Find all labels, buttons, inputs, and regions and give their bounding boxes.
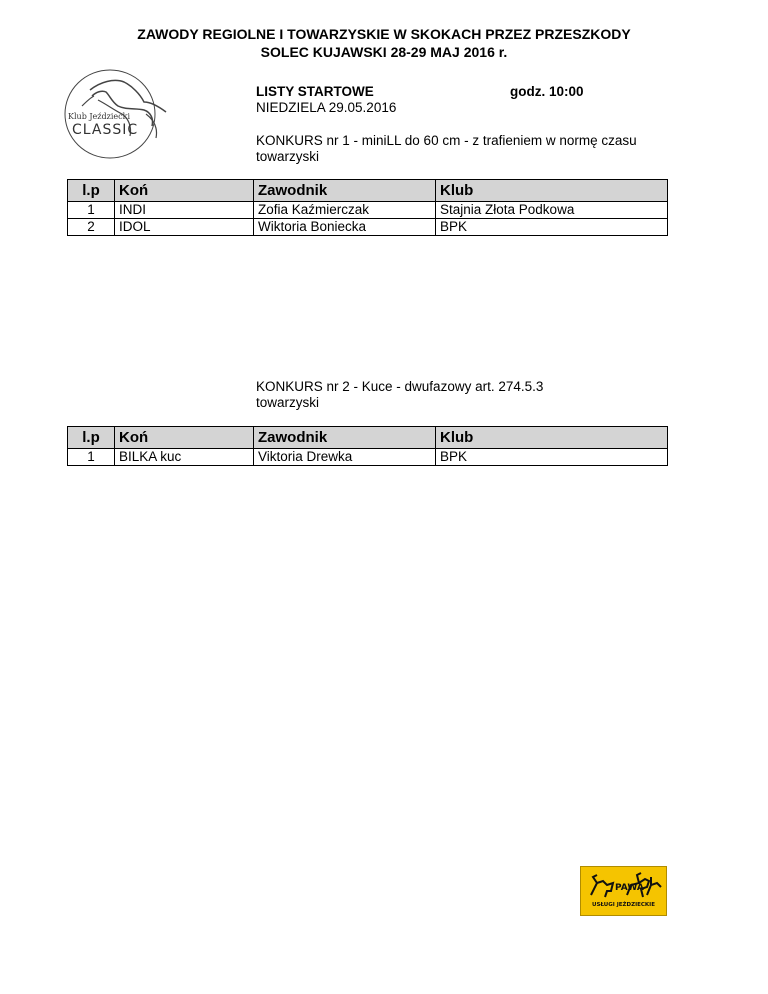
logo-small-text: Klub Jeździecki bbox=[68, 112, 131, 121]
col-header-club: Klub bbox=[436, 180, 668, 202]
competition-title: KONKURS nr 1 - miniLL do 60 cm - z trafieniem w normę czasu bbox=[256, 133, 637, 148]
col-header-lp: l.p bbox=[68, 180, 115, 202]
cell-club: BPK bbox=[436, 219, 668, 236]
competition-type: towarzyski bbox=[256, 149, 320, 164]
table-row bbox=[68, 202, 668, 219]
cell-horse: BILKA kuc bbox=[115, 449, 254, 466]
table-header-row bbox=[68, 427, 668, 449]
competition-type: towarzyski bbox=[256, 395, 320, 410]
sponsor-name: PAWA bbox=[615, 883, 644, 893]
col-header-rider: Zawodnik bbox=[254, 180, 436, 202]
logo-big-text: CLASSIC bbox=[72, 122, 139, 138]
event-date: NIEDZIELA 29.05.2016 bbox=[256, 100, 397, 115]
start-list-table bbox=[67, 179, 668, 236]
cell-club: BPK bbox=[436, 449, 668, 466]
page-subtitle: SOLEC KUJAWSKI 28-29 MAJ 2016 r. bbox=[260, 44, 508, 60]
start-time: godz. 10:00 bbox=[510, 84, 584, 99]
table-row bbox=[68, 219, 668, 236]
col-header-horse: Koń bbox=[115, 427, 254, 449]
start-list-table bbox=[67, 426, 668, 466]
competition-title: KONKURS nr 2 - Kuce - dwufazowy art. 274.5.3 bbox=[256, 379, 544, 394]
sponsor-logo bbox=[580, 866, 667, 916]
col-header-rider: Zawodnik bbox=[254, 427, 436, 449]
cell-rider: Viktoria Drewka bbox=[254, 449, 436, 466]
start-lists-label: LISTY STARTOWE bbox=[256, 84, 374, 99]
cell-lp: 1 bbox=[68, 449, 115, 466]
club-logo bbox=[62, 66, 172, 162]
col-header-horse: Koń bbox=[115, 180, 254, 202]
col-header-club: Klub bbox=[436, 427, 668, 449]
cell-horse: INDI bbox=[115, 202, 254, 219]
cell-lp: 1 bbox=[68, 202, 115, 219]
cell-rider: Wiktoria Boniecka bbox=[254, 219, 436, 236]
sponsor-subtitle: USŁUGI JEŹDZIECKIE bbox=[592, 902, 655, 908]
col-header-lp: l.p bbox=[68, 427, 115, 449]
cell-club: Stajnia Złota Podkowa bbox=[436, 202, 668, 219]
table-header-row bbox=[68, 180, 668, 202]
page-title: ZAWODY REGIOLNE I TOWARZYSKIE W SKOKACH PRZEZ PRZESZKODY bbox=[137, 26, 631, 42]
table-row bbox=[68, 449, 668, 466]
cell-rider: Zofia Kaźmierczak bbox=[254, 202, 436, 219]
cell-lp: 2 bbox=[68, 219, 115, 236]
cell-horse: IDOL bbox=[115, 219, 254, 236]
